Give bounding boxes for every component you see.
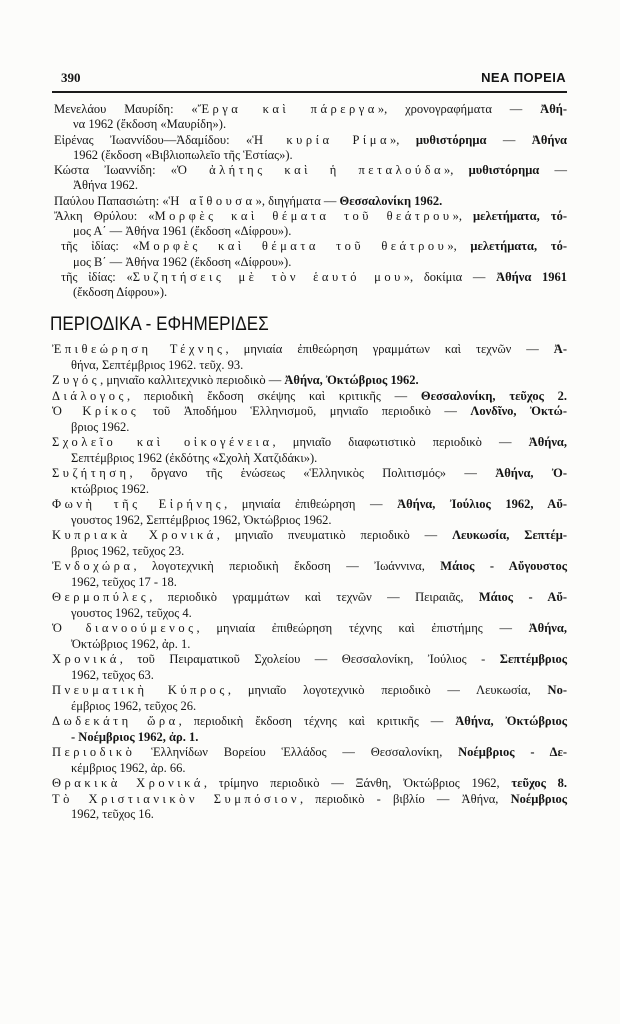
entry-author: Παύλου Παπασιώτη: « bbox=[54, 193, 169, 208]
entry-text: να 1962 (ἔκδοση «Μαυρίδη»). bbox=[73, 117, 227, 132]
entry-line bbox=[52, 389, 567, 405]
periodical-title: Πνευματικὴ Κύπρος bbox=[52, 683, 228, 697]
book-entry bbox=[54, 209, 567, 240]
periodical-entry bbox=[52, 435, 567, 466]
entry-line bbox=[52, 575, 567, 591]
entry-text: 1962 (ἔκδοση «Βιβλιοπωλεῖο τῆς Ἑστίας»). bbox=[73, 147, 293, 162]
entry-genre: μυθιστόρημα bbox=[415, 132, 487, 147]
entry-line bbox=[54, 148, 567, 163]
entry-text: 1962, τεῦχος 17 - 18. bbox=[71, 574, 177, 589]
entry-line bbox=[52, 730, 567, 746]
entry-author: Κώστα Ἰωαννίδη: « bbox=[54, 163, 178, 177]
entry-publication: Μάιος - Αὔ- bbox=[478, 590, 567, 604]
periodical-title: Συζήτηση bbox=[52, 466, 130, 480]
entry-line bbox=[54, 224, 567, 239]
periodical-title: Κυπριακὰ Χρονικά bbox=[52, 528, 217, 542]
entry-line bbox=[52, 761, 567, 777]
entry-publication: Λονδῖνο, Ὀκτώ- bbox=[470, 404, 567, 418]
entry-text: Σεπτέμβριος 1962 (ἐκδότης «Σχολὴ Χατζιδάκι»). bbox=[71, 450, 318, 465]
periodical-title: Ἐνδοχώρα bbox=[52, 559, 134, 573]
entry-publication: Λευκωσία, Σεπτέμ- bbox=[452, 528, 567, 542]
periodical-title: Θρακικὰ Χρονικά bbox=[52, 776, 204, 790]
entry-author: τῆς ἰδίας: « bbox=[61, 239, 139, 254]
periodical-title: Τὸ Χριστιανικὸν Συμπόσιον bbox=[52, 791, 300, 806]
entry-text: τοῦ Ἀποδήμου Ἑλληνισμοῦ, μηνιαῖο περιοδικὸ — bbox=[139, 404, 471, 418]
entry-text: , τοῦ Πειραματικοῦ Σχολείου — Θεσσαλονίκη, Ἰούλιος - bbox=[119, 652, 500, 666]
entry-line bbox=[54, 102, 567, 117]
entry-line bbox=[52, 373, 567, 389]
entry-title: Ἡ κυρία Ρίμα bbox=[252, 132, 391, 147]
entry-title: Ἔργα καὶ πάρεργα bbox=[197, 102, 378, 116]
entry-genre: μελετήματα, τό- bbox=[473, 208, 568, 223]
book-entry bbox=[54, 102, 567, 133]
periodical-entry bbox=[52, 714, 567, 745]
entry-author: Εἰρένας Ἰωαννίδου—Ἀδαμίδου: « bbox=[54, 132, 253, 147]
entry-line bbox=[52, 342, 567, 358]
entry-text: », bbox=[444, 163, 469, 177]
periodical-title: Ὁ διανοούμενος bbox=[52, 621, 197, 635]
entry-text: », δοκίμια — bbox=[403, 269, 497, 284]
periodical-list bbox=[52, 342, 567, 823]
entry-text: 1962, τεῦχος 63. bbox=[71, 667, 154, 682]
entry-author: Μενελάου Μαυρίδη: « bbox=[54, 102, 198, 116]
entry-line bbox=[52, 652, 567, 668]
periodical-entry bbox=[52, 404, 567, 435]
entry-title: Συζητήσεις μὲ τὸν ἑαυτό μου bbox=[132, 269, 404, 284]
periodical-title: Ζυγός bbox=[52, 373, 101, 387]
periodical-entry bbox=[52, 466, 567, 497]
entry-publication: τεῦχος 8. bbox=[511, 776, 568, 790]
entry-text: , περιοδικὴ ἔκδοση σκέψης καὶ κριτικῆς — bbox=[127, 388, 421, 403]
entry-text: , λογοτεχνικὴ περιοδικὴ ἔκδοση — Ἰωάννινα, bbox=[133, 559, 441, 573]
entry-line bbox=[52, 420, 567, 436]
entry-title: Μορφὲς καὶ θέματα τοῦ θεάτρου bbox=[138, 239, 448, 254]
entry-publication: Νοέμβριος bbox=[510, 791, 567, 806]
entry-line bbox=[52, 714, 567, 730]
entry-line bbox=[52, 637, 567, 653]
entry-text: », χρονογραφήματα — bbox=[377, 102, 541, 116]
entry-line bbox=[52, 559, 567, 575]
entry-text: — bbox=[486, 132, 532, 147]
entry-line bbox=[54, 285, 567, 300]
entry-line bbox=[54, 117, 567, 132]
periodical-entry bbox=[52, 745, 567, 776]
entry-line bbox=[52, 590, 567, 606]
entry-publication: Ἀθήνα, Ὀκτώβριος bbox=[455, 714, 568, 728]
entry-text: βριος 1962, τεῦχος 23. bbox=[71, 543, 185, 558]
entry-text: θήνα, Σεπτέμβριος 1962. τεῦχ. 93. bbox=[71, 357, 244, 372]
periodical-entry bbox=[52, 621, 567, 652]
entry-publication: Θεσσαλονίκη, τεῦχος 2. bbox=[420, 388, 567, 403]
entry-title: Ἡ αἴθουσα bbox=[168, 193, 256, 208]
entry-text: , τρίμηνο περιοδικὸ — Ξάνθη, Ὀκτώβριος 1962, bbox=[203, 776, 512, 790]
entry-line bbox=[54, 163, 567, 178]
entry-text: γουστος 1962, Σεπτέμβριος 1962, Ὀκτώβριος 1962. bbox=[71, 512, 332, 527]
entry-text: βριος 1962. bbox=[71, 419, 130, 434]
entry-line bbox=[52, 528, 567, 544]
periodical-title: Διάλογος bbox=[52, 388, 127, 403]
entry-line bbox=[52, 404, 567, 420]
periodical-entry bbox=[52, 590, 567, 621]
periodical-entry bbox=[52, 559, 567, 590]
entry-publication: Ἀθήνα, bbox=[528, 621, 567, 635]
entry-line bbox=[52, 699, 567, 715]
entry-text: έμβριος 1962, τεῦχος 26. bbox=[71, 698, 197, 713]
periodical-title: Φωνὴ τῆς Εἰρήνης bbox=[52, 497, 225, 511]
entry-publication: Νοέμβριος - Δε- bbox=[458, 745, 567, 759]
entry-publication: Θεσσαλονίκη 1962. bbox=[339, 193, 443, 208]
entry-line bbox=[52, 606, 567, 622]
book-entry bbox=[54, 239, 567, 270]
entry-line bbox=[54, 194, 567, 209]
entry-title: Μορφὲς καὶ θέματα τοῦ θεάτρου bbox=[154, 208, 453, 223]
entry-text: 1962, τεῦχος 16. bbox=[71, 807, 154, 821]
section-heading: ΠΕΡΙΟΔΙΚΑ - ΕΦΗΜΕΡΙΔΕΣ bbox=[50, 314, 269, 335]
entry-line bbox=[54, 209, 567, 224]
entry-publication: - Νοέμβριος 1962, ἀρ. 1. bbox=[71, 729, 199, 744]
periodical-entry bbox=[52, 373, 567, 389]
entry-text: , περιοδικὴ ἔκδοση τέχνης καὶ κριτικῆς — bbox=[178, 714, 456, 728]
entry-text: », διηγήματα — bbox=[255, 193, 340, 208]
entry-text: — bbox=[539, 163, 567, 177]
periodical-title: Ἐπιθεώρηση Τέχνης bbox=[52, 342, 226, 356]
entry-line bbox=[54, 133, 567, 148]
entry-genre: μυθιστόρημα bbox=[468, 163, 540, 177]
entry-text: γουστος 1962, τεῦχος 4. bbox=[71, 605, 192, 620]
entry-publication: Νο- bbox=[547, 683, 567, 697]
entry-text: μος Α΄ — Ἀθήνα 1961 (ἔκδοση «Δίφρου»). bbox=[73, 224, 292, 238]
entry-line bbox=[52, 482, 567, 498]
entry-publication: Ἀθήνα, Ὀ- bbox=[495, 466, 567, 480]
entry-line bbox=[52, 776, 567, 792]
periodical-entry bbox=[52, 497, 567, 528]
periodical-title: Περιοδικὸ bbox=[52, 745, 136, 759]
book-list bbox=[54, 102, 567, 300]
entry-line bbox=[52, 451, 567, 467]
header-rule bbox=[52, 91, 567, 93]
entry-line bbox=[52, 792, 567, 808]
entry-publication: Ἀθήνα, Ὀκτώβριος 1962. bbox=[284, 373, 419, 387]
entry-line bbox=[52, 683, 567, 699]
periodical-entry bbox=[52, 389, 567, 405]
entry-publication: Σεπτέμβριος bbox=[499, 652, 567, 666]
periodical-title: Δωδεκάτη ὥρα bbox=[52, 714, 179, 728]
entry-publication: Ἀθήνα 1961 bbox=[496, 269, 568, 284]
entry-text: , μηνιαῖο καλλιτεχνικὸ περιοδικὸ — bbox=[100, 373, 285, 387]
book-entry bbox=[54, 133, 567, 164]
entry-text: », bbox=[390, 132, 416, 147]
entry-text: Ὀκτώβριος 1962, ἀρ. 1. bbox=[71, 636, 191, 651]
entry-line bbox=[52, 358, 567, 374]
entry-author: τῆς ἰδίας: « bbox=[61, 269, 133, 284]
periodical-entry bbox=[52, 683, 567, 714]
entry-publication: Μάιος - Αὔγουστος bbox=[440, 559, 567, 573]
book-entry bbox=[54, 194, 567, 209]
periodical-entry bbox=[52, 342, 567, 373]
periodical-entry bbox=[52, 528, 567, 559]
entry-title: Ὁ ἀλήτης καὶ ἡ πεταλούδα bbox=[177, 163, 445, 177]
entry-line bbox=[54, 270, 567, 285]
entry-line bbox=[52, 621, 567, 637]
entry-text: Ἑλληνίδων Βορείου Ἑλλάδος — Θεσσαλονίκη, bbox=[135, 745, 459, 759]
entry-text: Ἀθήνα 1962. bbox=[73, 178, 139, 193]
entry-text: κέμβριος 1962, ἀρ. 66. bbox=[71, 760, 186, 775]
entry-text: , μηνιαία ἐπιθεώρηση γραμμάτων καὶ τεχνῶν — bbox=[225, 342, 554, 356]
entry-text: », bbox=[447, 239, 471, 254]
entry-author: Ἄλκη Θρύλου: « bbox=[54, 208, 155, 223]
entry-text: , περιοδικὸ γραμμάτων καὶ τεχνῶν — Πειραιᾶς, bbox=[149, 590, 479, 604]
periodical-entry bbox=[52, 792, 567, 823]
periodical-title: Θερμοπύλες bbox=[52, 590, 150, 604]
entry-text: κτώβριος 1962. bbox=[71, 481, 149, 496]
entry-text: , ὄργανο τῆς ἑνώσεως «Ἑλληνικὸς Πολιτισμός» — bbox=[129, 466, 496, 480]
entry-line bbox=[54, 178, 567, 193]
entry-text: , μηνιαῖο πνευματικὸ περιοδικὸ — bbox=[216, 528, 453, 542]
entry-line bbox=[52, 668, 567, 684]
entry-text: , μηνιαία ἐπιθεώρηση τέχνης καὶ ἐπιστήμης — bbox=[196, 621, 529, 635]
entry-line bbox=[52, 466, 567, 482]
periodical-title: Ὁ Κρίκος bbox=[52, 404, 140, 418]
entry-line bbox=[52, 745, 567, 761]
entry-publication: Ἀ- bbox=[553, 342, 567, 356]
entry-publication: Ἀθήνα, bbox=[528, 435, 568, 449]
periodical-entry bbox=[52, 776, 567, 792]
periodical-entry bbox=[52, 652, 567, 683]
entry-line bbox=[52, 435, 567, 451]
entry-line bbox=[52, 544, 567, 560]
entry-text: », bbox=[452, 208, 474, 223]
entry-text: , μηνιαῖο λογοτεχνικὸ περιοδικὸ — Λευκωσία, bbox=[227, 683, 548, 697]
entry-text: μος Β΄ — Ἀθήνα 1962 (ἔκδοση «Δίφρου»). bbox=[73, 254, 292, 269]
entry-line bbox=[52, 807, 567, 823]
book-entry bbox=[54, 163, 567, 194]
journal-title: ΝΕΑ ΠΟΡΕΙΑ bbox=[481, 70, 566, 85]
entry-text: , περιοδικὸ - βιβλίο — Ἀθήνα, bbox=[299, 791, 511, 806]
entry-line bbox=[52, 513, 567, 529]
entry-text: , μηνιαία ἐπιθεώρηση — bbox=[224, 497, 398, 511]
entry-publication: Ἀθήνα bbox=[531, 132, 568, 147]
entry-publication: Ἀθή- bbox=[540, 102, 567, 116]
entry-genre: μελετήματα, τό- bbox=[470, 239, 568, 254]
periodical-title: Σχολεῖο καὶ οἰκογένεια bbox=[52, 435, 273, 449]
page-number: 390 bbox=[61, 70, 81, 85]
entry-text: (ἔκδοση Δίφρου»). bbox=[73, 285, 168, 299]
entry-text: , μηνιαῖο διαφωτιστικὸ περιοδικὸ — bbox=[272, 435, 529, 449]
entry-line bbox=[54, 255, 567, 270]
entry-publication: Ἀθήνα, Ἰούλιος 1962, Αὔ- bbox=[397, 497, 567, 511]
entry-line bbox=[52, 497, 567, 513]
periodical-title: Χρονικά bbox=[52, 652, 120, 666]
book-entry bbox=[54, 270, 567, 301]
entry-line bbox=[54, 239, 567, 254]
